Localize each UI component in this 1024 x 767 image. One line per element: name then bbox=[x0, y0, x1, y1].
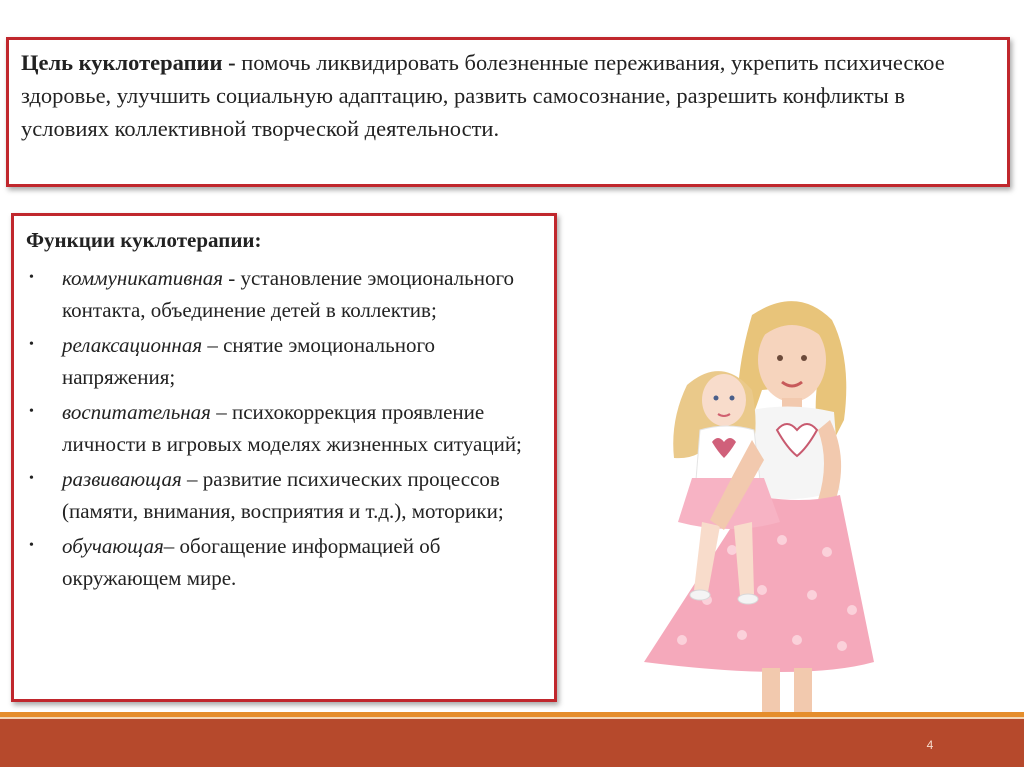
goal-box bbox=[6, 37, 1010, 187]
function-term: развивающая bbox=[62, 467, 182, 491]
function-desc: – снятие эмоционального напряжения; bbox=[62, 333, 436, 389]
bullet-icon: • bbox=[29, 471, 34, 486]
list-item bbox=[26, 396, 546, 460]
goal-text: помочь ликвидировать болезненные переживания, укрепить психическое здоровье, улучшить социальную адаптацию, развить самосознание, разрешить конфликты в условиях коллективной творческой деятельности. bbox=[21, 50, 945, 141]
function-desc: - установление эмоционального контакта, объединение детей в коллектив; bbox=[62, 266, 515, 322]
functions-list bbox=[26, 262, 546, 594]
list-item bbox=[26, 463, 546, 527]
bullet-icon: • bbox=[29, 538, 34, 553]
goal-lead: Цель куклотерапии - bbox=[21, 50, 236, 75]
list-item bbox=[26, 262, 546, 326]
bullet-icon: • bbox=[29, 337, 34, 352]
function-desc: – обогащение информацией об окружающем мире. bbox=[62, 534, 441, 590]
functions-box bbox=[11, 213, 557, 702]
footer-bar bbox=[0, 719, 1024, 767]
function-term: релаксационная bbox=[62, 333, 203, 357]
list-item bbox=[26, 329, 546, 393]
functions-title: Функции куклотерапии: bbox=[26, 228, 262, 252]
function-desc: – развитие психических процессов (памяти, внимания, восприятия и т.д.), моторики; bbox=[62, 467, 504, 523]
slide-number: 4 bbox=[926, 738, 934, 752]
bullet-icon: • bbox=[29, 404, 34, 419]
function-term: коммуникативная bbox=[62, 266, 224, 290]
list-item bbox=[26, 530, 546, 594]
function-term: воспитательная bbox=[62, 400, 211, 424]
bullet-icon: • bbox=[29, 270, 34, 285]
function-term: обучающая bbox=[62, 534, 164, 558]
girl-with-doll-photo bbox=[612, 290, 942, 720]
function-desc: – психокоррекция проявление личности в игровых моделях жизненных ситуаций; bbox=[62, 400, 522, 456]
